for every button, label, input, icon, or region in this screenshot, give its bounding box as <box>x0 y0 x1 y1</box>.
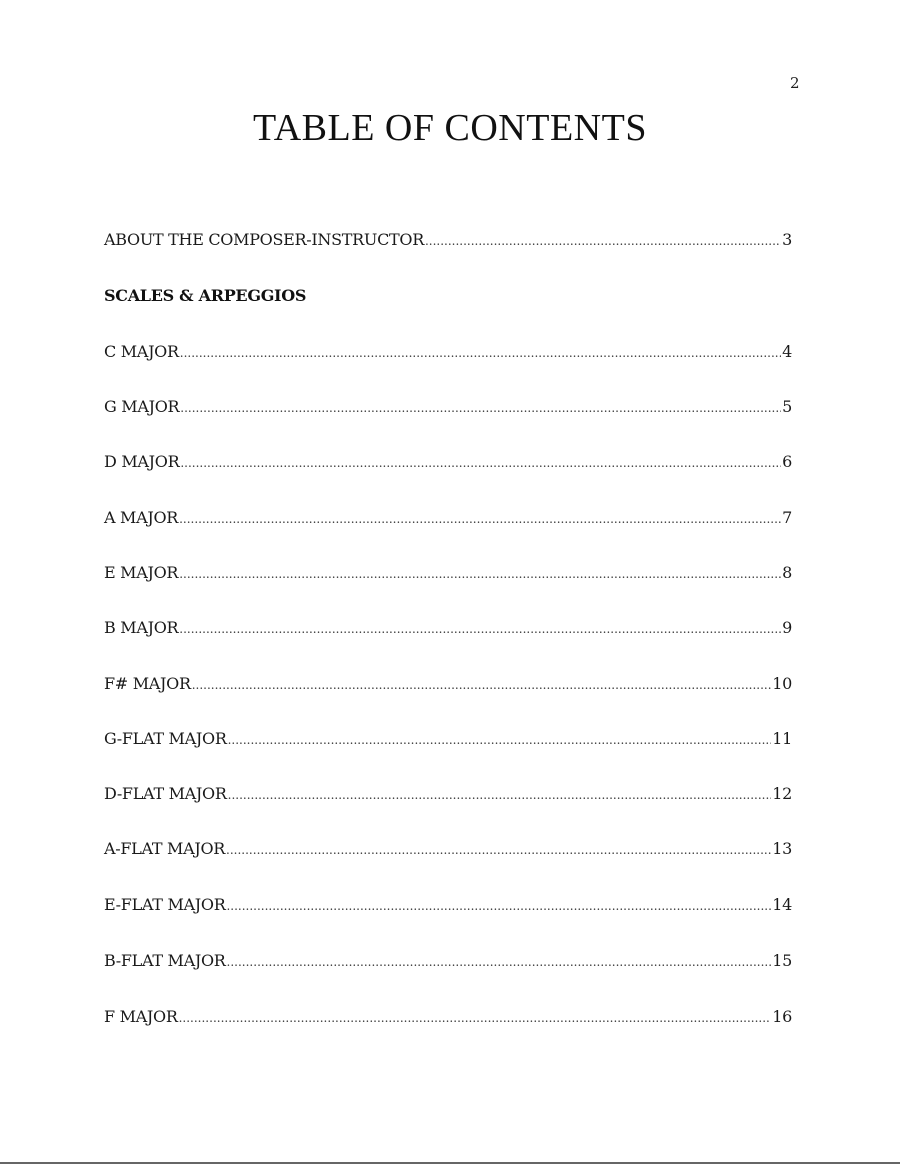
toc-entry-page: 6 <box>782 452 792 471</box>
toc-entry-label: D-FLAT MAJOR <box>104 784 227 803</box>
toc-entry-page: 13 <box>772 839 792 858</box>
toc-leader-dots <box>180 346 781 360</box>
toc-entry-label: G MAJOR <box>104 397 180 416</box>
page-number: 2 <box>790 74 800 92</box>
toc-leader-dots <box>228 733 772 747</box>
toc-leader-dots <box>228 788 772 802</box>
toc-entry[interactable] <box>104 452 792 476</box>
toc-entry[interactable] <box>104 895 792 919</box>
toc-leader-dots <box>180 401 781 415</box>
toc-entry-label: C MAJOR <box>104 342 179 361</box>
toc-entry-label: E MAJOR <box>104 563 179 582</box>
toc-entry-page: 16 <box>772 1007 792 1026</box>
page-title: TABLE OF CONTENTS <box>253 107 647 149</box>
toc-entry[interactable] <box>104 674 792 698</box>
toc-entry-page: 7 <box>782 508 792 527</box>
toc-entry-page: 5 <box>782 397 792 416</box>
toc-entry-label: G-FLAT MAJOR <box>104 729 227 748</box>
toc-entry-label: F MAJOR <box>104 1007 178 1026</box>
toc-entry[interactable] <box>104 618 792 642</box>
toc-leader-dots <box>180 456 781 470</box>
toc-leader-dots <box>227 955 772 969</box>
toc-entry[interactable] <box>104 563 792 587</box>
toc-leader-dots <box>179 567 781 581</box>
toc-entry-label: ABOUT THE COMPOSER-INSTRUCTOR <box>104 230 424 249</box>
toc-entry-page: 8 <box>782 563 792 582</box>
toc-entry-label: B MAJOR <box>104 618 179 637</box>
toc-entry-page: 12 <box>772 784 792 803</box>
toc-entry[interactable] <box>104 784 792 808</box>
toc-entry-page: 10 <box>772 674 792 693</box>
toc-entry-page: 15 <box>772 951 792 970</box>
toc-entry-label: E-FLAT MAJOR <box>104 895 226 914</box>
toc-leader-dots <box>179 512 781 526</box>
toc-leader-dots <box>425 234 781 248</box>
section-heading: SCALES & ARPEGGIOS <box>104 286 307 305</box>
toc-entry[interactable] <box>104 508 792 532</box>
toc-entry[interactable] <box>104 1007 792 1031</box>
toc-entry[interactable] <box>104 951 792 975</box>
toc-entry[interactable] <box>104 397 792 421</box>
toc-leader-dots <box>179 1011 772 1025</box>
toc-entry[interactable] <box>104 729 792 753</box>
toc-entry-page: 3 <box>782 230 792 249</box>
toc-entry-label: B-FLAT MAJOR <box>104 951 226 970</box>
toc-leader-dots <box>192 678 772 692</box>
toc-entry-label: A MAJOR <box>104 508 179 527</box>
toc-entry-page: 11 <box>772 729 792 748</box>
toc-entry[interactable] <box>104 839 792 863</box>
toc-entry-page: 14 <box>772 895 792 914</box>
toc-entry[interactable] <box>104 342 792 366</box>
toc-leader-dots <box>226 843 771 857</box>
toc-entry-label: A-FLAT MAJOR <box>104 839 226 858</box>
toc-leader-dots <box>179 622 781 636</box>
toc-entry-page: 9 <box>782 618 792 637</box>
toc-leader-dots <box>226 899 771 913</box>
toc-entry-about[interactable] <box>104 230 792 254</box>
toc-entry-label: F# MAJOR <box>104 674 191 693</box>
toc-entry-label: D MAJOR <box>104 452 180 471</box>
toc-entry-page: 4 <box>782 342 792 361</box>
